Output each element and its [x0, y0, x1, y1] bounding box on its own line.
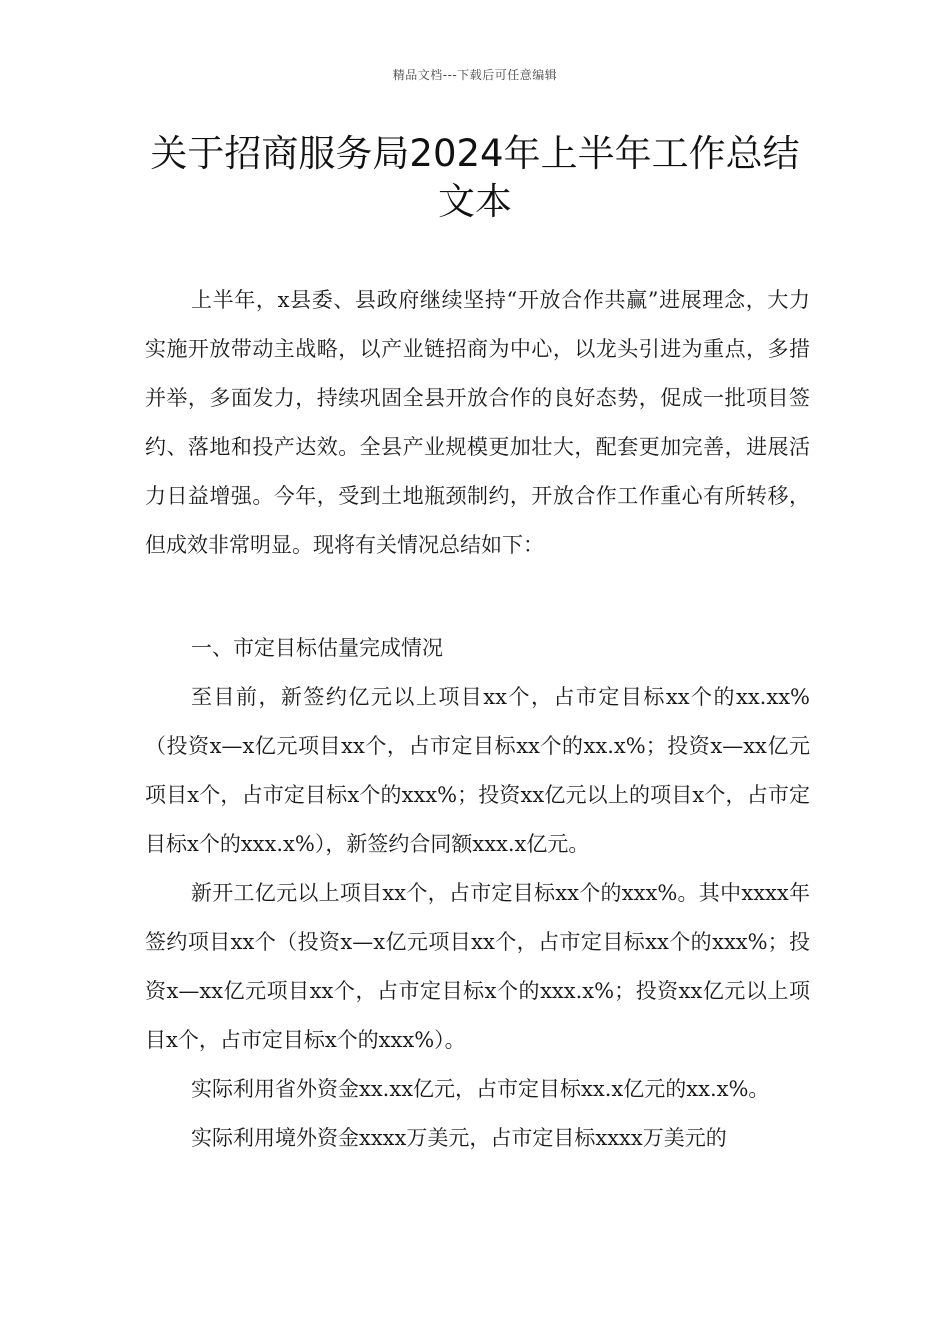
- document-title: 关于招商服务局2024年上半年工作总结文本: [150, 132, 800, 223]
- section-1: [145, 624, 810, 1163]
- section-paragraph: 实际利用省外资金xx.xx亿元，占市定目标xx.x亿元的xx.x%。: [191, 1077, 770, 1101]
- section-paragraph: 至目前，新签约亿元以上项目xx个，占市定目标xx个的xx.xx%（投资x—x亿元项目xx个，占市定目标xx个的xx.x%；投资x—xx亿元项目x个，占市定目标x个的xxx%；投资xx亿元以上的项目x个，占市定目标x个的xxx.x%），新签约合同额xxx.x亿元。: [145, 685, 810, 856]
- intro-paragraph: 上半年，x县委、县政府继续坚持“开放合作共赢”进展理念，大力实施开放带动主战略，以产业链招商为中心，以龙头引进为重点，多措并举，多面发力，持续巩固全县开放合作的良好态势，促成一批项目签约、落地和投产达效。全县产业规模更加壮大，配套更加完善，进展活力日益增强。今年，受到土地瓶颈制约，开放合作工作重心有所转移，但成效非常明显。现将有关情况总结如下：: [145, 288, 810, 557]
- intro-block: [145, 276, 810, 570]
- header-note: 精品文档---下载后可任意编辑: [392, 68, 558, 82]
- section-paragraph: 新开工亿元以上项目xx个，占市定目标xx个的xxx%。其中xxxx年签约项目xx个（投资x—x亿元项目xx个，占市定目标xx个的xxx%；投资x—xx亿元项目xx个，占市定目标x个的xxx.x%；投资xx亿元以上项目x个，占市定目标x个的xxx%）。: [145, 881, 810, 1052]
- section-heading: 一、市定目标估量完成情况: [191, 636, 443, 660]
- section-paragraph: 实际利用境外资金xxxx万美元，占市定目标xxxx万美元的: [191, 1126, 727, 1150]
